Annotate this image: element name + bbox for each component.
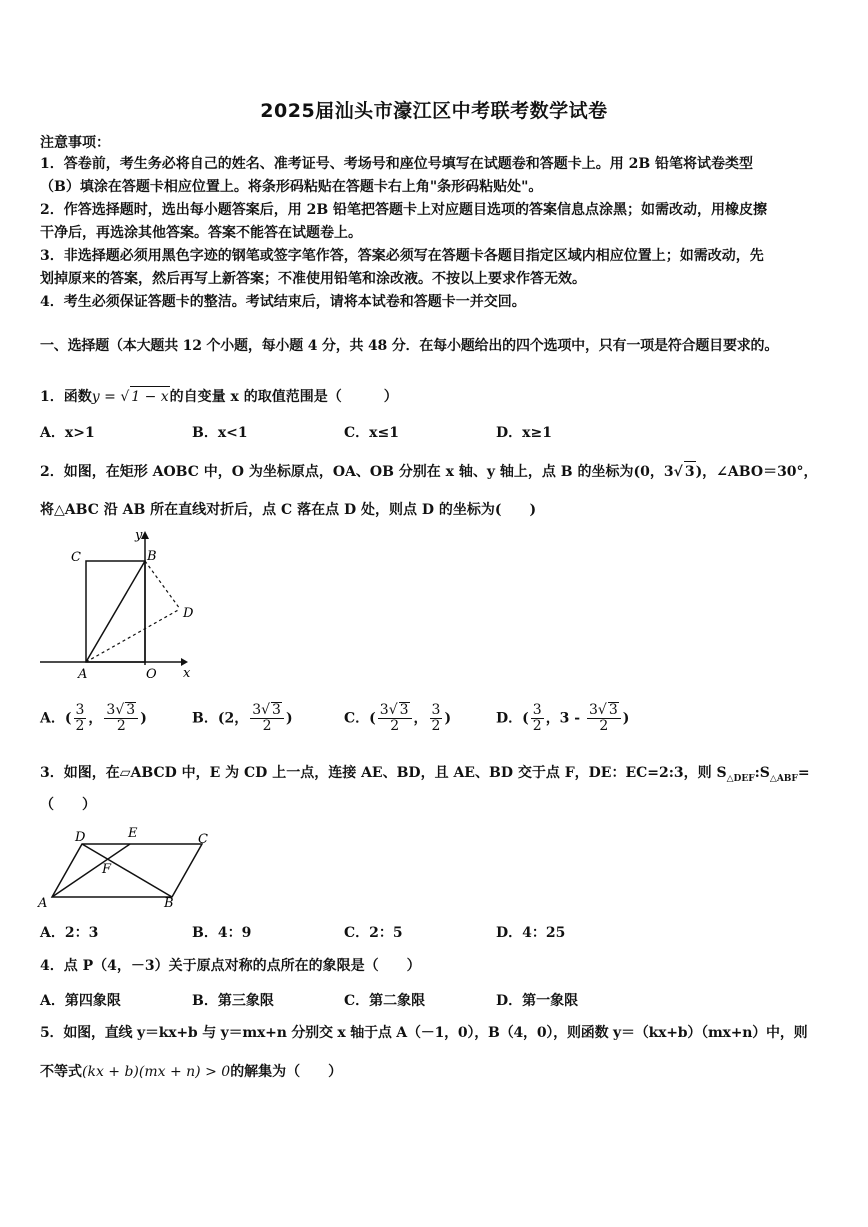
notice-line: 2．作答选择题时，选出每小题答案后，用 2B 铅笔把答题卡上对应题目选项的答案信息点涂黑；如需改动，用橡皮擦 <box>40 202 768 218</box>
q2-b-frac <box>250 702 284 735</box>
q2-c-frac2 <box>430 703 443 735</box>
q1-option-c[interactable]: C．x≤1 <box>344 425 399 441</box>
q3-figure <box>36 825 216 915</box>
num: 3√ 3 <box>587 702 621 719</box>
q2-a-letter: A．( <box>40 710 72 727</box>
question-4: 4．点 P（4，－3）关于原点对称的点所在的象限是（ ） <box>40 958 421 974</box>
num: 3 <box>75 701 85 718</box>
label-o: O <box>146 667 157 682</box>
x-axis-arrow <box>181 658 188 666</box>
den: 2 <box>116 718 126 735</box>
q1-option-a[interactable]: A．x>1 <box>40 425 95 441</box>
q2-a-frac1 <box>74 703 87 735</box>
q3-option-d[interactable]: D．4：25 <box>496 925 566 941</box>
question-2-line-1: 2．如图，在矩形 AOBC 中，O 为坐标原点，OA、OB 分别在 x 轴、y 轴上，点 B 的坐标为(0，3√ 3)，∠ABO＝30°， <box>40 461 818 482</box>
coef: 3 <box>589 702 598 718</box>
notice-heading: 注意事项： <box>40 135 110 151</box>
q2-option-b[interactable] <box>192 702 293 735</box>
q2-d-letter: D．( <box>496 710 529 727</box>
close: ) <box>140 710 147 727</box>
section-heading: 一、选择题（本大题共 12 个小题，每小题 4 分，共 48 分．在每小题给出的四个选项中，只有一项是符合题目要求的。 <box>40 338 779 354</box>
label-b: B <box>147 549 157 564</box>
q3-text: 3．如图，在▱ABCD 中，E 为 CD 上一点，连接 AE、BD，且 AE、BD 交于点 F，DE：EC=2:3，则 S <box>40 765 727 781</box>
diagonal-ab <box>86 561 145 662</box>
den: 2 <box>390 718 400 735</box>
q3-options <box>40 922 840 942</box>
q2-c-letter: C．( <box>344 710 376 727</box>
label-b: B <box>164 896 174 911</box>
question-5-line-2 <box>40 1062 342 1082</box>
label-e: E <box>128 826 138 841</box>
q5-text-end: 的解集为（ ） <box>230 1064 343 1080</box>
q2-option-a[interactable] <box>40 702 147 735</box>
q1-eq: = <box>99 389 121 405</box>
radicand: 3 <box>608 702 618 718</box>
q1-y: y <box>91 389 100 405</box>
label-f: F <box>102 862 112 877</box>
segment-ad <box>86 609 180 662</box>
radicand: 3 <box>399 702 409 718</box>
num: 3√ 3 <box>378 702 412 719</box>
radicand: 3 <box>272 702 281 718</box>
q2-text-end: )，∠ABO＝30°， <box>695 464 818 480</box>
q3-sub-abf: △ABF <box>769 773 798 784</box>
exam-title: 2025届汕头市濠江区中考联考数学试卷 <box>260 100 608 122</box>
q3-sub-def: △DEF <box>726 773 755 784</box>
segment-bd <box>145 561 180 609</box>
q4-option-c[interactable]: C．第二象限 <box>344 993 426 1009</box>
question-3-line-2: （ ） <box>40 797 96 813</box>
q5-text: 不等式 <box>40 1064 82 1080</box>
close: ) <box>444 710 452 727</box>
question-3-line-1 <box>40 763 810 789</box>
q2-d-frac2 <box>587 702 621 735</box>
q1-options <box>40 422 840 442</box>
q1-text: 的自变量 x 的取值范围是（ ） <box>169 389 398 405</box>
label-d: D <box>75 830 86 845</box>
label-x: x <box>183 666 191 681</box>
q4-option-b[interactable]: B．第三象限 <box>192 993 274 1009</box>
label-a: A <box>38 896 48 911</box>
label-y: y <box>135 528 143 543</box>
q3-option-c[interactable]: C．2：5 <box>344 925 403 941</box>
num: 3 <box>431 701 441 718</box>
notice-line: 1．答卷前，考生务必将自己的姓名、准考证号、考场号和座位号填写在试题卷和答题卡上。用 2B 铅笔将试卷类型 <box>40 156 754 172</box>
q3-option-a[interactable]: A．2：3 <box>40 925 99 941</box>
radicand: 3 <box>126 702 136 718</box>
notice-line: 4．考生必须保证答题卡的整洁。考试结束后，请将本试卷和答题卡一并交回。 <box>40 294 526 310</box>
q2-options <box>40 698 840 744</box>
q5-inequality: (kx + b)(mx + n) > 0 <box>82 1064 231 1080</box>
close: ) <box>622 710 630 727</box>
notice-line: 3．非选择题必须用黑色字迹的钢笔或签字笔作答，答案必须写在答题卡各题目指定区域内相应位置上；如需改动，先 <box>40 248 764 264</box>
q3-option-b[interactable]: B．4：9 <box>192 925 252 941</box>
q1-radicand: 1 − x <box>130 386 169 407</box>
notice-line: 划掉原来的答案，然后再写上新答案；不准使用铅笔和涂改液。不按以上要求作答无效。 <box>40 271 586 287</box>
question-1 <box>40 386 398 407</box>
question-2-line-2: 将△ABC 沿 AB 所在直线对折后，点 C 落在点 D 处，则点 D 的坐标为( ) <box>40 502 537 518</box>
den: 2 <box>431 717 441 734</box>
q2-option-d[interactable] <box>496 702 629 735</box>
q2-option-c[interactable] <box>344 702 451 735</box>
segment-ae <box>52 844 130 897</box>
q1-option-d[interactable]: D．x≥1 <box>496 425 552 441</box>
den: 2 <box>599 718 609 735</box>
num: 3√ 3 <box>250 702 284 719</box>
num: 3√ 3 <box>104 702 138 719</box>
q4-option-a[interactable]: A．第四象限 <box>40 993 121 1009</box>
q1-formula: y = √ 1 − x <box>92 389 170 405</box>
q2-c-frac1 <box>378 702 412 735</box>
sep: ，3 - <box>545 710 585 727</box>
den: 2 <box>262 718 272 735</box>
label-d: D <box>183 606 194 621</box>
segment-bd <box>82 844 172 897</box>
close: ) <box>285 710 293 727</box>
q4-options <box>40 990 840 1010</box>
num: 3 <box>532 701 542 718</box>
label-c: C <box>198 832 208 847</box>
coef: 3 <box>252 702 262 718</box>
notice-line: （B）填涂在答题卡相应位置上。将条形码粘贴在答题卡右上角"条形码粘贴处"。 <box>40 179 543 195</box>
q1-option-b[interactable]: B．x<1 <box>192 425 248 441</box>
q2-figure <box>38 525 200 685</box>
label-a: A <box>78 667 88 682</box>
sep: ， <box>413 710 428 727</box>
q3-end: = <box>797 765 810 781</box>
coef: 3 <box>379 702 389 718</box>
q3-mid: :S <box>754 765 770 781</box>
label-c: C <box>71 550 81 565</box>
den: 2 <box>532 717 542 734</box>
question-5-line-1: 5．如图，直线 y＝kx+b 与 y＝mx+n 分别交 x 轴于点 A（－1，0），B（4，0），则函数 y＝（kx+b）（mx+n）中，则 <box>40 1025 808 1041</box>
q1-prefix: 1．函数 <box>40 389 92 405</box>
q4-option-d[interactable]: D．第一象限 <box>496 993 579 1009</box>
q2-text: 2．如图，在矩形 AOBC 中，O 为坐标原点，OA、OB 分别在 x 轴、y 轴上，点 B 的坐标为(0，3 <box>40 464 674 480</box>
q2-a-frac2 <box>104 702 138 735</box>
q2-radicand: 3 <box>684 461 696 482</box>
q2-d-frac1 <box>531 703 544 735</box>
coef: 3 <box>106 702 116 718</box>
sep: ， <box>88 710 103 727</box>
q2-b-letter: B．(2， <box>192 710 249 727</box>
notice-line: 干净后，再选涂其他答案。答案不能答在试题卷上。 <box>40 225 362 241</box>
den: 2 <box>75 717 85 734</box>
